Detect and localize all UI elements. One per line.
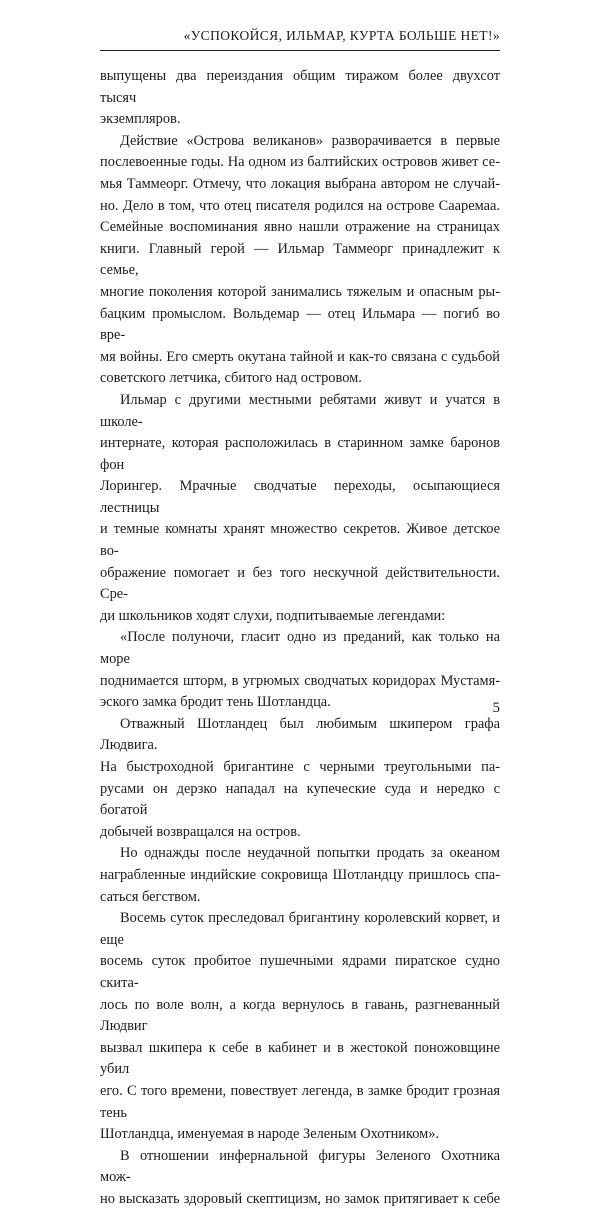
text-line: многие поколения которой занимались тяжелым и опасным ры- bbox=[100, 283, 500, 300]
text-line: мя войны. Его смерть окутана тайной и как-то связана с судьбой bbox=[100, 348, 500, 365]
text-line: «После полуночи, гласит одно из преданий, как только на море bbox=[100, 629, 500, 668]
text-line: Действие «Острова великанов» разворачивается в первые bbox=[120, 132, 500, 149]
text-line: Восемь суток преследовал бригантину королевский корвет, и еще bbox=[100, 910, 500, 948]
text-line: Отважный Шотландец был любимым шкипером графа Людвига. bbox=[100, 715, 500, 754]
text-line: послевоенные годы. На одном из балтийских островов живет се- bbox=[100, 154, 500, 171]
text-line: восемь суток пробитое пушечными ядрами пиратское судно скита- bbox=[100, 953, 500, 991]
text-line: но. Дело в том, что отец писателя родился на острове Сааремаа. bbox=[100, 197, 500, 214]
text-line: лось по воле волн, а когда вернулось в гавань, разгневанный Людвиг bbox=[100, 996, 500, 1035]
text-line: но высказать здоровый скептицизм, но замок притягивает к себе bbox=[100, 1190, 500, 1207]
text-line: русами он дерзко нападал на купеческие суда и нередко с богатой bbox=[100, 780, 500, 819]
page-number: 5 bbox=[492, 700, 500, 716]
running-header: «УСПОКОЙСЯ, ИЛЬМАР, КУРТА БОЛЬШЕ НЕТ!» bbox=[100, 28, 500, 51]
text-line: экземпляров. bbox=[100, 111, 181, 128]
text-line: поднимается шторм, в угрюмых сводчатых коридорах Мустамя- bbox=[100, 672, 500, 689]
text-line: Лорингер. Мрачные сводчатые переходы, осыпающиеся лестницы bbox=[100, 478, 500, 516]
text-line: выпущены два переиздания общим тиражом более двухсот тысяч bbox=[100, 68, 500, 106]
text-line: ди школьников ходят слухи, подпитываемые легендами: bbox=[100, 607, 446, 624]
text-line: эского замка бродит тень Шотландца. bbox=[100, 694, 331, 711]
text-line: Ильмар с другими местными ребятами живут и учатся в школе- bbox=[100, 391, 500, 430]
text-line: бацким промыслом. Вольдемар — отец Ильмара — погиб во вре- bbox=[100, 305, 500, 344]
body-text bbox=[100, 66, 500, 1210]
text-line: книги. Главный герой — Ильмар Таммеорг принадлежит к семье, bbox=[100, 240, 500, 279]
text-line: В отношении инфернальной фигуры Зеленого Охотника мож- bbox=[100, 1147, 500, 1186]
text-line: Но однажды после неудачной попытки продать за океаном bbox=[120, 845, 500, 862]
text-line: вызвал шкипера к себе в кабинет и в жестокой поножовщине убил bbox=[100, 1039, 500, 1078]
text-line: На быстроходной бригантине с черными треугольными па- bbox=[100, 759, 500, 775]
text-line: ображение помогает и без того нескучной действительности. Сре- bbox=[100, 564, 500, 603]
text-line: и темные комнаты хранят множество секретов. Живое детское во- bbox=[100, 521, 500, 560]
text-line: интернате, которая расположилась в старинном замке баронов фон bbox=[100, 435, 500, 473]
text-line: Семейные воспоминания явно нашли отражение на страницах bbox=[100, 219, 500, 236]
text-line: его. С того времени, повествует легенда, в замке бродит грозная тень bbox=[100, 1082, 500, 1121]
text-line: советского летчика, сбитого над островом. bbox=[100, 370, 362, 387]
text-line: добычей возвращался на остров. bbox=[100, 823, 301, 840]
text-line: мья Таммеорг. Отмечу, что локация выбрана автором не случай- bbox=[100, 175, 500, 192]
text-line: саться бегством. bbox=[100, 888, 201, 905]
text-line: награбленные индийские сокровища Шотландцу пришлось спа- bbox=[100, 866, 500, 883]
text-line: Шотландца, именуемая в народе Зеленым Охотником». bbox=[100, 1126, 440, 1143]
